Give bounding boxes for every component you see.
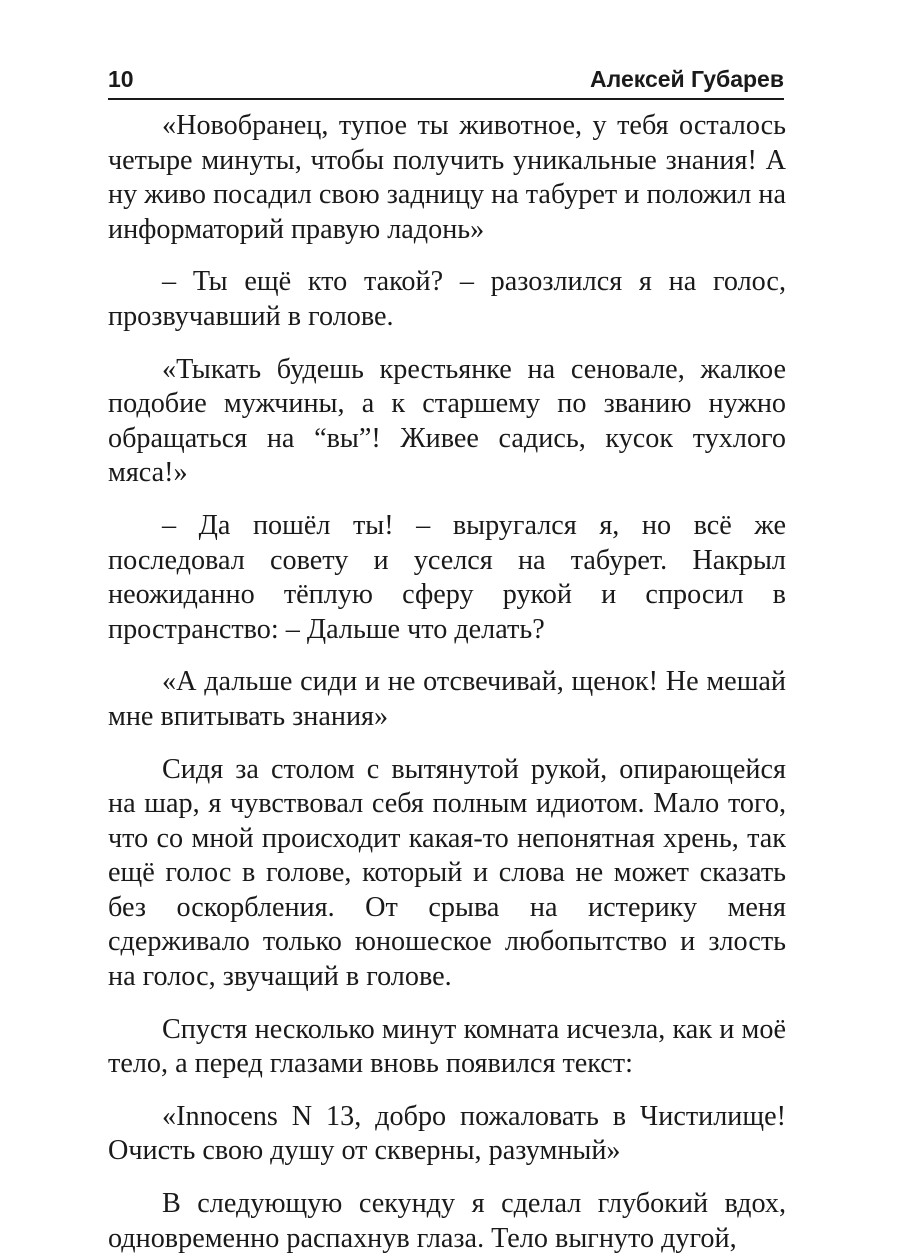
running-header [108,58,784,100]
paragraph: «Тыкать будешь крестьянке на сеновале, жалкое подобие мужчины, а к старшему по званию нужно обращаться на “вы”! Живее садись, кусок тухлого мяса!» [108,353,786,489]
body-text [108,109,786,1256]
paragraph: – Да пошёл ты! – выругался я, но всё же последовал совету и уселся на табурет. Накрыл неожиданно тёплую сферу рукой и спросил в пространство: – Дальше что делать? [108,509,786,645]
paragraph: Сидя за столом с вытянутой рукой, опирающейся на шар, я чувствовал себя полным идиотом. Мало того, что со мной происходит какая-то непонятная хрень, так ещё голос в голове, который и слова не может сказать без оскорбления. От срыва на истерику меня сдерживало только юношеское любопытство и злость на голос, звучащий в голове. [108,753,786,993]
paragraph: В следующую секунду я сделал глубокий вдох, одновременно распахнув глаза. Тело выгнуто дугой, [108,1188,786,1254]
paragraph: Спустя несколько минут комната исчезла, как и моё тело, а перед глазами вновь появился текст: [108,1013,786,1080]
paragraph: – Ты ещё кто такой? – разозлился я на голос, прозвучавший в голове. [108,266,786,332]
page-number: 10 [108,66,134,92]
paragraph: «Innocens N 13, добро пожаловать в Чистилище! Очисть свою душу от скверны, разумный» [108,1100,786,1167]
author-name: Алексей Губарев [590,66,784,92]
paragraph: «Новобранец, тупое ты животное, у тебя осталось четыре минуты, чтобы получить уникальные знания! А ну живо посадил свою задницу на табурет и положил на информаторий правую ладонь» [108,110,786,245]
paragraph: «А дальше сиди и не отсвечивай, щенок! Не мешай мне впитывать знания» [108,666,786,732]
